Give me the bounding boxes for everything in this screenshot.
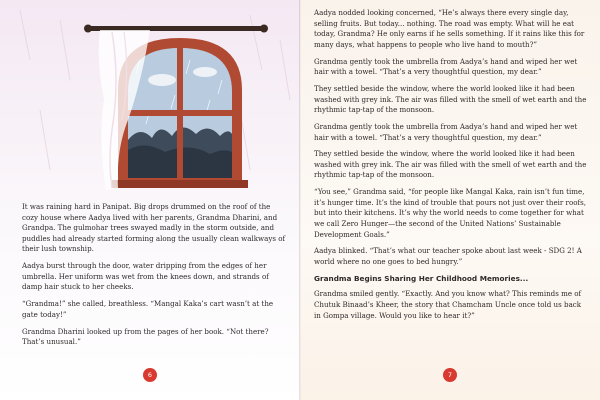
paragraph: Grandma Dharini looked up from the pages of her book. “Not there? That’s unusual.” — [22, 326, 269, 347]
page-number-badge: 6 — [143, 368, 157, 382]
paragraph: They settled beside the window, where the world looked like it had been washed with grey ink. The air was filled with the smell of wet earth and the rhythmic tap-tap of the monsoon. — [314, 83, 587, 115]
paragraph: Aadya burst through the door, water dripping from the edges of her umbrella. Her uniform was wet from the knees down, and strands of damp hair stuck to her cheeks. — [22, 261, 269, 292]
paragraph: They settled beside the window, where the world looked like it had been washed with grey ink. The air was filled with the smell of wet earth and the rhythmic tap-tap of the monsoon. — [314, 149, 587, 180]
paragraph: “Grandma!” she called, breathless. “Mangal Kaka’s cart wasn’t at the gate today!” — [22, 299, 274, 319]
right-page-text — [314, 8, 590, 327]
paragraph: Grandma gently took the umbrella from Aadya’s hand and wiped her wet hair with a towel. “That’s a very thoughtful question, my dear.” — [314, 56, 578, 77]
paragraph: “You see,” Grandma said, “for people like Mangal Kaka, rain isn’t fun time, it’s hunger time. It’s the kind of trouble that pours not just over their roofs, but into their kitchens. It’s why the world needs to come together for what we call Zero Hunger—the second of the United Nations’ Sustainable Development Goals.” — [314, 187, 587, 239]
rainy-window-illustration — [0, 0, 300, 200]
left-page-text — [22, 202, 288, 354]
right-page — [300, 0, 600, 400]
book-gutter — [299, 0, 301, 400]
paragraph: Aadya nodded looking concerned, “He’s always there every single day, selling fruits. But today... nothing. The road was empty. What will he eat today, Grandma? He only earns if he sells something. If it rains like this for many days, what happens to people who live hand to mouth?” — [314, 8, 585, 49]
paragraph: Aadya blinked. “That’s what our teacher spoke about last week - SDG 2! A world where no one goes to bed hungry.” — [314, 246, 582, 266]
paragraph: Grandma gently took the umbrella from Aadya’s hand and wiped her wet hair with a towel. “That’s a very thoughtful question, my dear.” — [314, 121, 578, 142]
page-number-badge: 7 — [443, 368, 457, 382]
paragraph: Grandma smiled gently. “Exactly. And you know what? This reminds me of Chutuk Binaad’s Kheer, the story that Chamcham Uncle once told us back in Gompa village. Would you like to hear it?” — [314, 289, 582, 320]
section-heading: Grandma Begins Sharing Her Childhood Memories... — [314, 273, 529, 283]
paragraph: It was raining hard in Panipat. Big drops drummed on the roof of the cozy house where Aadya lived with her parents, Grandma Dharini, and Grandpa. The gulmohar trees swayed madly in the storm outside, and puddles had already started forming along the usually clean walkways of their lush township. — [22, 202, 286, 254]
